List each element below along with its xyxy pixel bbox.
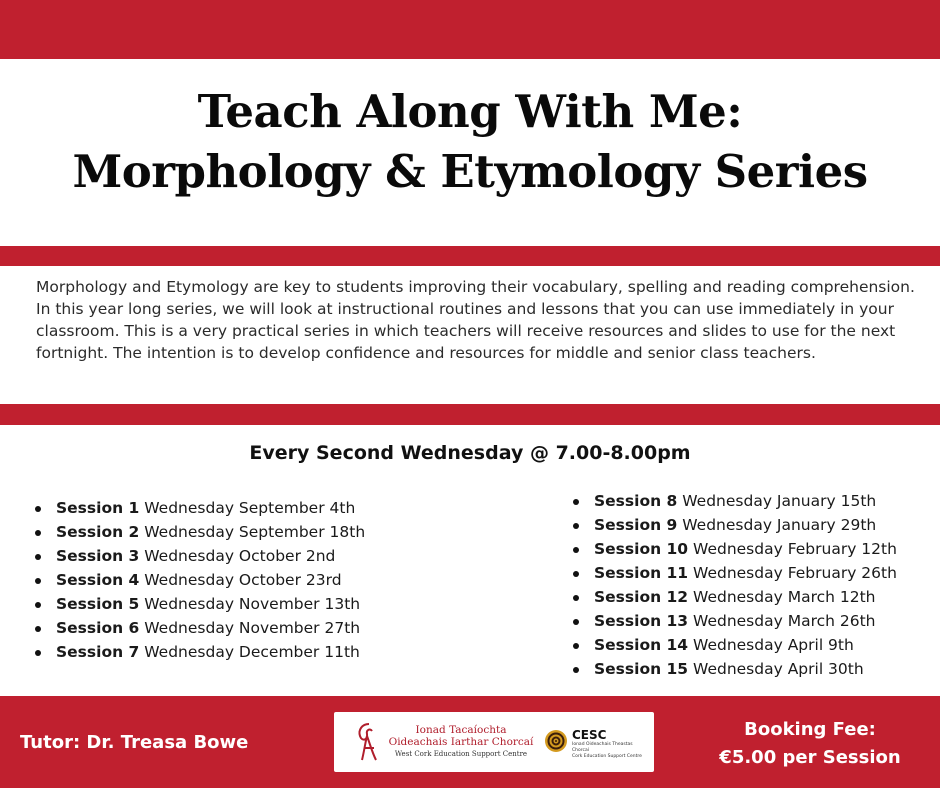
fee-line-1: Booking Fee: bbox=[744, 719, 876, 740]
cesc-line1: Ionad Oideachais Theastas Chorcaí bbox=[572, 742, 633, 753]
divider-red-band-2 bbox=[0, 404, 940, 425]
session-item bbox=[34, 520, 365, 544]
session-item bbox=[572, 489, 897, 513]
session-label: Session 9 bbox=[594, 516, 678, 534]
cesc-abbr: CESC bbox=[572, 728, 607, 742]
session-label: Session 8 bbox=[594, 492, 678, 510]
session-item bbox=[34, 640, 365, 664]
session-label: Session 5 bbox=[56, 595, 140, 613]
session-label: Session 11 bbox=[594, 564, 689, 582]
session-label: Session 4 bbox=[56, 571, 140, 589]
session-item bbox=[572, 537, 897, 561]
title-line-2: Morphology & Etymology Series bbox=[72, 145, 868, 198]
schedule-heading: Every Second Wednesday @ 7.00-8.00pm bbox=[249, 442, 691, 464]
session-label: Session 6 bbox=[56, 619, 140, 637]
session-label: Session 15 bbox=[594, 660, 689, 678]
cesc-logo-text bbox=[572, 728, 650, 760]
session-item bbox=[572, 633, 897, 657]
session-label: Session 13 bbox=[594, 612, 689, 630]
session-date: Wednesday April 30th bbox=[693, 660, 864, 678]
top-red-band bbox=[0, 0, 940, 59]
logo1-english: West Cork Education Support Centre bbox=[394, 750, 528, 758]
session-label: Session 10 bbox=[594, 540, 689, 558]
sessions-list-left bbox=[34, 496, 365, 664]
session-date: Wednesday April 9th bbox=[693, 636, 854, 654]
tutor-name: Tutor: Dr. Treasa Bowe bbox=[20, 732, 249, 753]
session-date: Wednesday February 12th bbox=[693, 540, 897, 558]
logo1-line1: Ionad Tacaíochta bbox=[415, 724, 507, 736]
west-cork-esc-logo-text bbox=[386, 724, 536, 759]
session-date: Wednesday December 11th bbox=[144, 643, 360, 661]
session-item bbox=[34, 592, 365, 616]
cesc-line2: Cork Education Support Centre bbox=[572, 754, 642, 759]
session-item bbox=[572, 513, 897, 537]
west-cork-esc-logo-icon bbox=[356, 722, 382, 762]
session-label: Session 1 bbox=[56, 499, 140, 517]
intro-paragraph: Morphology and Etymology are key to students improving their vocabulary, spelling and reading comprehension. In this year long series, we will look at instructional routines and lessons that you can use immediately in your classroom. This is a very practical series in which teachers will receive resources and slides to use for the next fortnight. The intention is to develop confidence and resources for middle and senior class teachers. bbox=[36, 278, 915, 362]
logo1-line2: Oideachais Iarthar Chorcaí bbox=[388, 736, 534, 748]
session-date: Wednesday January 29th bbox=[682, 516, 877, 534]
session-label: Session 12 bbox=[594, 588, 689, 606]
session-label: Session 14 bbox=[594, 636, 689, 654]
session-date: Wednesday March 26th bbox=[693, 612, 876, 630]
session-item bbox=[572, 585, 897, 609]
session-date: Wednesday September 18th bbox=[144, 523, 366, 541]
divider-red-band bbox=[0, 246, 940, 266]
session-date: Wednesday September 4th bbox=[144, 499, 356, 517]
booking-fee bbox=[700, 716, 920, 772]
session-label: Session 7 bbox=[56, 643, 140, 661]
session-item bbox=[572, 657, 897, 681]
session-label: Session 3 bbox=[56, 547, 140, 565]
session-item bbox=[34, 544, 365, 568]
title-line-1: Teach Along With Me: bbox=[197, 85, 743, 138]
logo-panel bbox=[334, 712, 654, 772]
session-date: Wednesday November 13th bbox=[144, 595, 361, 613]
session-date: Wednesday March 12th bbox=[693, 588, 876, 606]
session-item bbox=[34, 496, 365, 520]
page-title bbox=[0, 82, 940, 202]
session-label: Session 2 bbox=[56, 523, 140, 541]
fee-line-2: €5.00 per Session bbox=[719, 747, 901, 768]
cesc-logo-icon bbox=[544, 729, 568, 753]
session-item bbox=[34, 616, 365, 640]
sessions-list-right bbox=[572, 489, 897, 681]
session-date: Wednesday October 23rd bbox=[144, 571, 342, 589]
session-item bbox=[572, 609, 897, 633]
session-date: Wednesday November 27th bbox=[144, 619, 361, 637]
session-date: Wednesday February 26th bbox=[693, 564, 897, 582]
session-date: Wednesday January 15th bbox=[682, 492, 877, 510]
session-item bbox=[34, 568, 365, 592]
session-item bbox=[572, 561, 897, 585]
session-date: Wednesday October 2nd bbox=[144, 547, 336, 565]
